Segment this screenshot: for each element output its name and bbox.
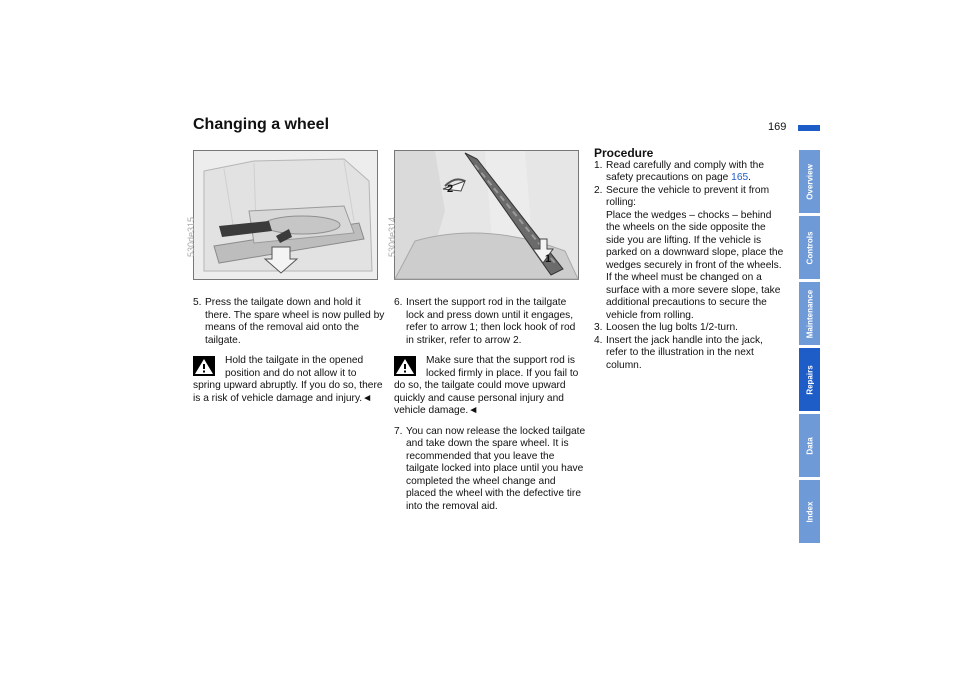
step-text: Secure the vehicle to prevent it from rolling: <box>606 184 770 208</box>
warning-icon <box>394 356 416 376</box>
tab-repairs[interactable] <box>799 348 820 411</box>
step-number: 6. <box>394 297 403 308</box>
step-text: Insert the support rod in the tailgate lock and press down until it engages, refer to arrow 1; then lock hook of rod in striker, refer to arrow 2. <box>406 297 576 346</box>
page-number-bar <box>798 125 820 131</box>
procedure-step-1 <box>594 160 786 185</box>
tab-label: Overview <box>805 163 814 200</box>
warning-icon <box>193 356 215 376</box>
tab-controls[interactable] <box>799 216 820 279</box>
section-tabs <box>799 150 820 546</box>
step-text: Insert the jack handle into the jack, refer to the illustration in the next column. <box>606 334 763 371</box>
procedure-step-4 <box>594 335 786 373</box>
tab-maintenance[interactable] <box>799 282 820 345</box>
tab-label: Maintenance <box>805 289 814 338</box>
page-title: Changing a wheel <box>193 116 330 133</box>
page-link-165[interactable]: 165 <box>731 172 749 183</box>
step-number: 4. <box>594 334 603 346</box>
page-number: 169 <box>768 121 787 133</box>
step-7 <box>394 426 586 514</box>
warning-block <box>193 355 385 405</box>
warning-text-first: Make sure that the support rod is locked firmly in place. If you fail to <box>426 355 579 379</box>
tab-label: Repairs <box>805 364 814 395</box>
arrow-1-label: 1 <box>545 253 552 265</box>
figure-code: 530de315 <box>186 216 196 257</box>
step-text-detail: Place the wedges – chocks – behind the wheels on the side opposite the side you are lifting. If the vehicle is parked on a downward slope, place the wedges securely in front of the wheels. If the wheel must be changed on a surface with a more severe slope, take additional precautions to secure the vehicle from rolling. <box>606 209 784 321</box>
procedure-heading: Procedure <box>594 146 654 160</box>
column-2 <box>394 297 586 513</box>
step-number: 7. <box>394 425 403 437</box>
step-number: 1. <box>594 159 603 171</box>
tab-data[interactable] <box>799 414 820 477</box>
step-text: Read carefully and comply with the safety precautions on page <box>606 159 764 183</box>
figure-code: 530de314 <box>387 216 397 257</box>
figure-support-rod <box>387 150 579 280</box>
warning-text-first: Hold the tailgate in the opened position and do not allow it to <box>225 355 364 379</box>
step-text-end: . <box>748 172 752 183</box>
column-1 <box>193 297 385 405</box>
warning-text-rest: do so, the tailgate could move upward quickly and cause personal injury and vehicle damage.◄ <box>394 380 566 416</box>
step-text: Loosen the lug bolts 1/2-turn. <box>606 322 738 333</box>
tab-label: Index <box>805 501 814 522</box>
warning-text-rest: spring upward abruptly. If you do so, there is a risk of vehicle damage and injury.◄ <box>193 380 383 404</box>
step-6 <box>394 297 586 347</box>
tab-label: Controls <box>805 231 814 264</box>
warning-block <box>394 355 586 418</box>
step-number: 3. <box>594 322 603 333</box>
step-number: 5. <box>193 297 202 308</box>
tab-overview[interactable] <box>799 150 820 213</box>
step-text: You can now release the locked tailgate and take down the spare wheel. It is recommended that you leave the tailgate locked into place until you have completed the wheel change and placed the wheel with the defective tire into the removal aid. <box>406 425 586 512</box>
tab-index[interactable] <box>799 480 820 543</box>
procedure-step-3 <box>594 322 786 335</box>
tab-label: Data <box>805 436 814 455</box>
tailgate-illustration <box>194 151 377 279</box>
step-5 <box>193 297 385 347</box>
column-3 <box>594 147 786 372</box>
step-number: 2. <box>594 184 603 196</box>
figure-tailgate-spare-wheel <box>186 150 378 280</box>
step-text: Press the tailgate down and hold it there. The spare wheel is now pulled by means of the removal aid onto the tailgate. <box>205 297 385 346</box>
procedure-step-2 <box>594 185 786 323</box>
arrow-2-label: 2 <box>447 183 454 195</box>
